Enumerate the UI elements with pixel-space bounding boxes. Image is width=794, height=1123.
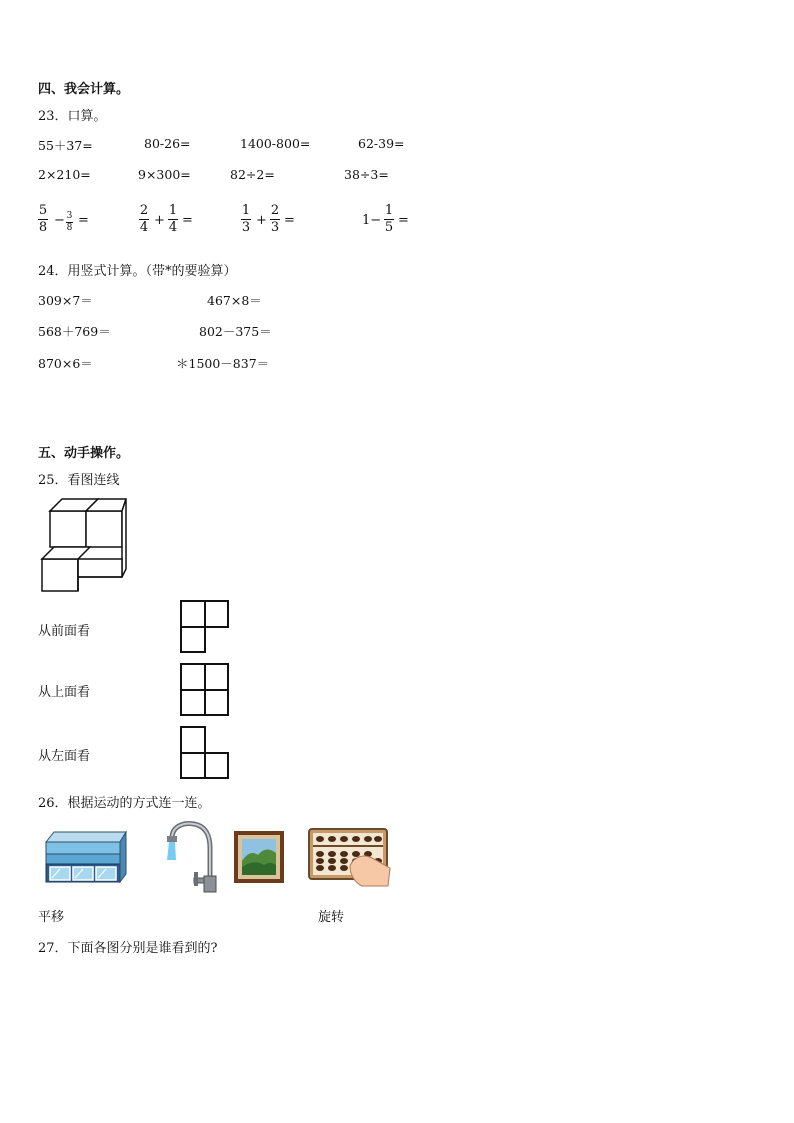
expr-23-8: 38÷3= xyxy=(344,167,389,182)
view-left-label: 从左面看 xyxy=(38,749,91,764)
expr-23-5: 2×210= xyxy=(38,167,91,182)
fraction-2-3: 2 3 xyxy=(270,203,280,235)
vertical-calc-5: 870×6＝ xyxy=(38,356,93,371)
equals-sign: = xyxy=(398,213,409,228)
expr-23-7: 82÷2= xyxy=(230,167,275,182)
sliding-cabinet-icon[interactable] xyxy=(42,830,126,884)
plus-sign: + xyxy=(154,213,165,228)
expr-23-6: 9×300= xyxy=(138,167,191,182)
vertical-calc-3: 568＋769＝ xyxy=(38,324,111,339)
fraction-1-4: 1 4 xyxy=(168,203,178,235)
minus-sign: − xyxy=(54,213,65,228)
expr-23-2: 80-26= xyxy=(144,136,191,151)
cube-stack-figure xyxy=(38,497,130,593)
fraction-5-8: 5 8 xyxy=(38,203,48,235)
expr-23-3: 1400-800= xyxy=(240,136,311,151)
section-4-title: 四、我会计算。 xyxy=(38,82,130,97)
vertical-calc-6: ＊1500－837＝ xyxy=(176,356,270,371)
equals-sign: = xyxy=(284,213,295,228)
category-translation: 平移 xyxy=(38,910,65,925)
view-front-label: 从前面看 xyxy=(38,624,91,639)
one-minus: 1− xyxy=(362,213,382,228)
front-view-shape[interactable] xyxy=(180,600,230,654)
view-top-label: 从上面看 xyxy=(38,685,91,700)
top-view-shape[interactable] xyxy=(180,663,230,717)
fraction-1-5: 1 5 xyxy=(384,203,394,235)
question-27-label: 27．下面各图分别是谁看到的? xyxy=(38,941,218,956)
fraction-3-8: 3 8 xyxy=(66,211,73,233)
expr-23-1: 55＋37= xyxy=(38,138,93,153)
category-rotation: 旋转 xyxy=(318,910,345,925)
question-23-label: 23．口算。 xyxy=(38,109,107,124)
fraction-1-3: 1 3 xyxy=(241,203,251,235)
vertical-calc-2: 467×8＝ xyxy=(207,293,262,308)
equals-sign: = xyxy=(78,213,89,228)
framed-painting-icon[interactable] xyxy=(234,831,284,883)
left-view-shape[interactable] xyxy=(180,726,230,780)
question-24-label: 24．用竖式计算。（带*的要验算） xyxy=(38,264,237,279)
equals-sign: = xyxy=(182,213,193,228)
question-26-label: 26．根据运动的方式连一连。 xyxy=(38,796,211,811)
vertical-calc-4: 802－375＝ xyxy=(199,324,272,339)
abacus-icon[interactable] xyxy=(308,828,392,888)
section-5-title: 五、动手操作。 xyxy=(38,446,130,461)
faucet-icon[interactable] xyxy=(164,820,216,894)
question-25-label: 25．看图连线 xyxy=(38,473,120,488)
fraction-2-4: 2 4 xyxy=(139,203,149,235)
vertical-calc-1: 309×7＝ xyxy=(38,293,93,308)
plus-sign: + xyxy=(256,213,267,228)
expr-23-4: 62-39= xyxy=(358,136,405,151)
